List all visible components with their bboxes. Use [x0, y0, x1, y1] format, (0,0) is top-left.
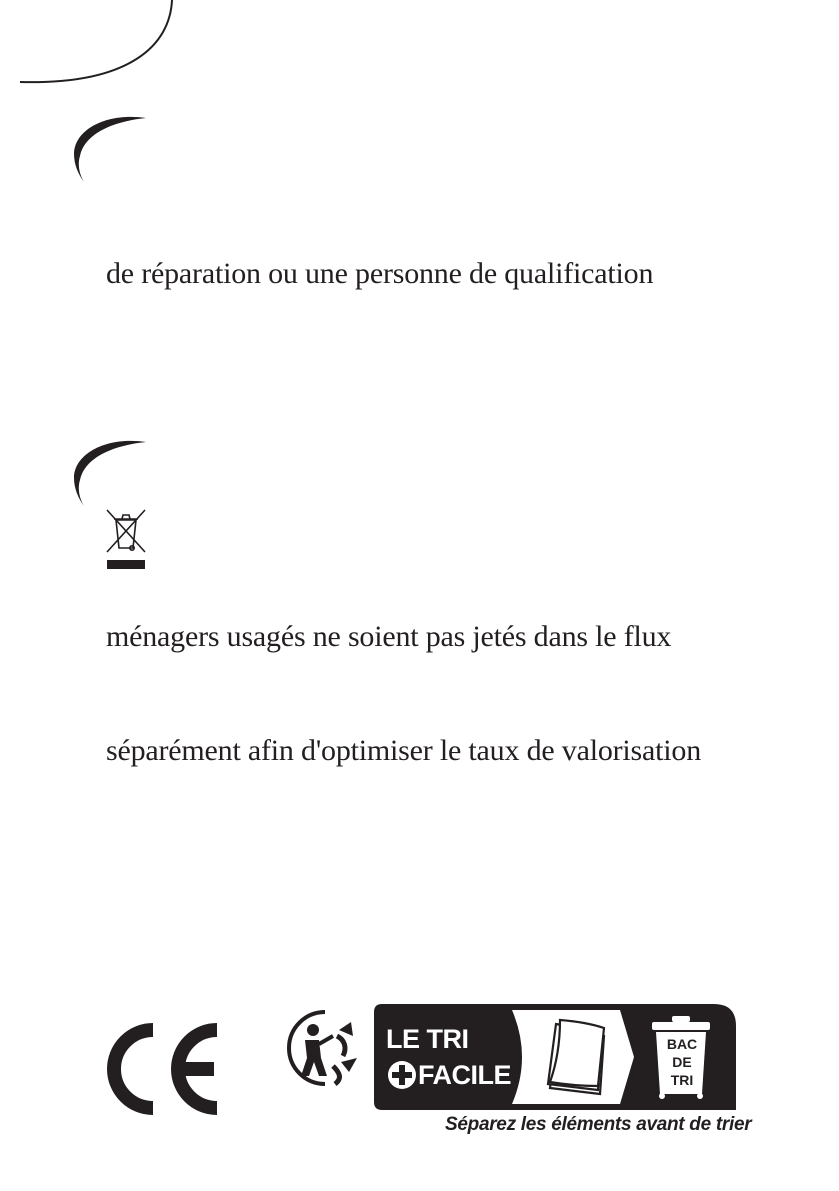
weee-crossed-bin-icon [105, 508, 147, 572]
bin-label-tri: TRI [670, 1072, 694, 1088]
section-bracket-icon [66, 112, 156, 192]
bin-label-de: DE [672, 1054, 692, 1070]
paper-icon [546, 1016, 616, 1098]
ce-mark-icon [96, 1022, 226, 1116]
section-bracket-icon [66, 436, 156, 516]
facile-label: FACILE [418, 1060, 512, 1090]
triman-icon [281, 1006, 373, 1086]
text-line: séparément afin d'optimiser le taux de valorisation [106, 734, 702, 767]
text-line: ménagers usagés ne soient pas jetés dans le flux [106, 620, 672, 653]
text-line: de réparation ou une personne de qualification [106, 257, 654, 290]
triman-caption: Séparez les éléments avant de trier [445, 1114, 752, 1135]
corner-arc-decoration [0, 0, 200, 100]
le-tri-label: LE TRI [386, 1024, 469, 1054]
bin-label-bac: BAC [666, 1036, 698, 1052]
